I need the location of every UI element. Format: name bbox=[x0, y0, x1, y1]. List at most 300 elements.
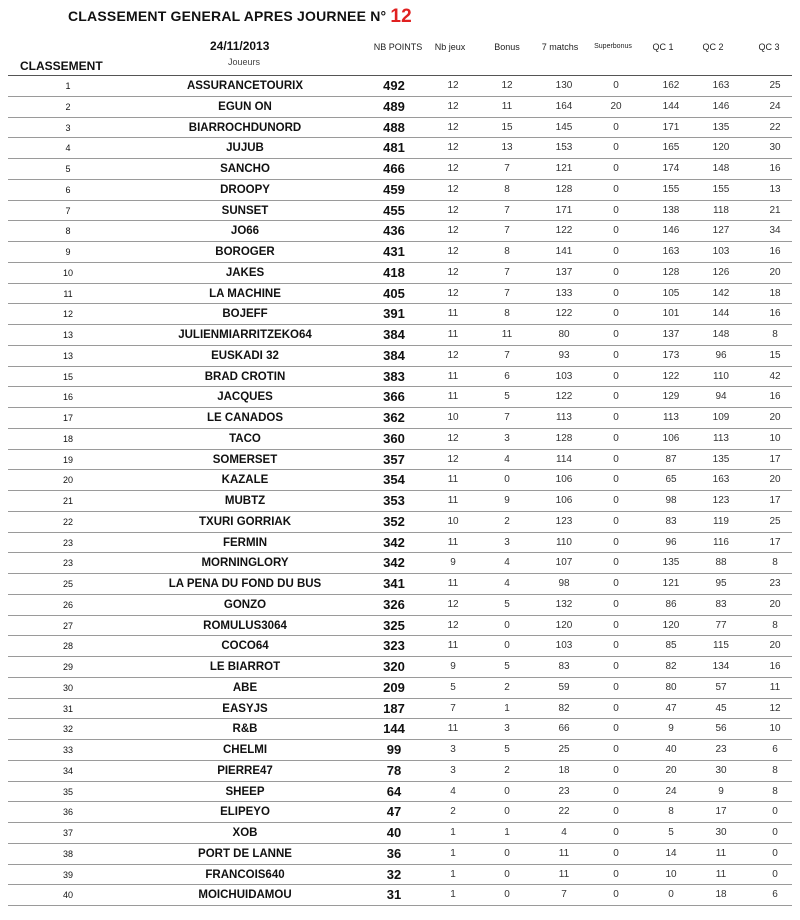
rank-cell: 37 bbox=[62, 828, 73, 838]
qc2-cell: 134 bbox=[712, 661, 730, 672]
superbonus-cell: 0 bbox=[613, 557, 619, 569]
qc1-cell: 14 bbox=[665, 847, 677, 859]
player-name: BRAD CROTIN bbox=[204, 370, 286, 383]
rank-cell: 10 bbox=[62, 267, 73, 278]
matchs-cell: 103 bbox=[555, 640, 573, 652]
superbonus-cell: 0 bbox=[613, 578, 619, 589]
jeux-cell: 1 bbox=[450, 847, 456, 859]
qc2-cell: 45 bbox=[715, 702, 727, 714]
qc2-cell: 163 bbox=[712, 80, 730, 91]
rank-cell: 2 bbox=[65, 101, 71, 112]
qc2-cell: 113 bbox=[713, 432, 729, 444]
bonus-cell: 5 bbox=[504, 391, 510, 403]
points-cell: 492 bbox=[383, 78, 405, 93]
points-cell: 325 bbox=[383, 617, 405, 633]
qc2-cell: 17 bbox=[715, 806, 727, 818]
qc3-cell: 8 bbox=[772, 764, 778, 776]
qc3-cell: 6 bbox=[772, 744, 778, 755]
rank-cell: 25 bbox=[62, 579, 73, 589]
qc2-cell: 83 bbox=[715, 598, 727, 610]
col-header-superbonus: Superbonus bbox=[594, 43, 632, 50]
superbonus-cell: 0 bbox=[613, 121, 619, 133]
player-name: R&B bbox=[232, 723, 258, 736]
superbonus-cell: 0 bbox=[613, 163, 619, 174]
qc3-cell: 13 bbox=[769, 183, 781, 195]
superbonus-cell: 0 bbox=[613, 536, 619, 548]
jeux-cell: 9 bbox=[450, 557, 456, 569]
table-row bbox=[8, 76, 792, 97]
classement-header: CLASSEMENT bbox=[20, 59, 103, 73]
jeux-cell: 11 bbox=[447, 391, 459, 403]
table-row bbox=[8, 844, 792, 865]
qc2-cell: 30 bbox=[715, 827, 727, 838]
qc3-cell: 17 bbox=[769, 495, 781, 506]
jeux-cell: 12 bbox=[447, 80, 459, 91]
matchs-cell: 128 bbox=[555, 432, 573, 444]
jeux-cell: 11 bbox=[447, 495, 459, 506]
table-row bbox=[8, 304, 792, 325]
rank-cell: 23 bbox=[62, 558, 73, 569]
matchs-cell: 106 bbox=[555, 474, 573, 486]
superbonus-cell: 0 bbox=[613, 308, 619, 320]
jeux-cell: 12 bbox=[447, 246, 459, 257]
qc3-cell: 8 bbox=[772, 619, 778, 631]
jeux-cell: 11 bbox=[447, 578, 459, 589]
points-cell: 341 bbox=[383, 576, 405, 591]
rank-cell: 26 bbox=[62, 599, 73, 610]
jeux-cell: 3 bbox=[450, 744, 456, 755]
points-cell: 209 bbox=[383, 679, 405, 695]
bonus-cell: 3 bbox=[504, 723, 510, 735]
bonus-cell: 0 bbox=[504, 474, 510, 486]
rank-cell: 4 bbox=[65, 143, 71, 154]
qc1-cell: 87 bbox=[665, 453, 677, 465]
rank-cell: 34 bbox=[62, 765, 73, 776]
bonus-cell: 7 bbox=[504, 266, 510, 278]
matchs-cell: 137 bbox=[555, 266, 573, 278]
bonus-cell: 0 bbox=[504, 785, 510, 797]
player-name: SANCHO bbox=[220, 163, 270, 175]
rank-cell: 31 bbox=[62, 703, 73, 714]
jeux-cell: 2 bbox=[450, 806, 456, 818]
qc1-cell: 65 bbox=[665, 474, 677, 486]
qc1-cell: 171 bbox=[662, 121, 680, 133]
matchs-cell: 114 bbox=[556, 453, 572, 465]
qc2-cell: 57 bbox=[715, 681, 727, 693]
table-row bbox=[8, 657, 792, 678]
table-row bbox=[8, 574, 792, 595]
matchs-cell: 121 bbox=[555, 163, 573, 174]
rank-cell: 23 bbox=[62, 537, 73, 548]
table-row bbox=[8, 201, 792, 222]
points-cell: 366 bbox=[383, 389, 405, 405]
qc2-cell: 148 bbox=[712, 163, 730, 174]
table-row bbox=[8, 512, 792, 533]
points-cell: 466 bbox=[383, 161, 405, 176]
player-name: FRANCOIS640 bbox=[205, 868, 285, 881]
qc3-cell: 16 bbox=[769, 163, 781, 174]
qc1-cell: 121 bbox=[662, 578, 680, 589]
matchs-cell: 128 bbox=[555, 183, 573, 195]
superbonus-cell: 0 bbox=[613, 827, 619, 838]
qc3-cell: 20 bbox=[769, 598, 781, 610]
qc2-cell: 135 bbox=[712, 453, 730, 465]
page-title bbox=[68, 5, 412, 27]
qc3-cell: 0 bbox=[772, 806, 778, 818]
qc2-cell: 144 bbox=[712, 308, 730, 320]
matchs-cell: 141 bbox=[555, 246, 573, 257]
bonus-cell: 4 bbox=[504, 578, 510, 589]
rank-cell: 36 bbox=[62, 807, 73, 818]
jeux-cell: 5 bbox=[450, 681, 456, 693]
table-row bbox=[8, 823, 792, 844]
rank-cell: 5 bbox=[65, 164, 71, 174]
qc2-cell: 110 bbox=[713, 370, 729, 382]
qc1-cell: 144 bbox=[662, 100, 680, 112]
qc2-cell: 94 bbox=[715, 391, 727, 403]
superbonus-cell: 0 bbox=[613, 744, 619, 755]
player-name: JUJUB bbox=[226, 142, 264, 155]
superbonus-cell: 0 bbox=[613, 889, 619, 901]
table-row bbox=[8, 699, 792, 720]
rank-cell: 30 bbox=[62, 682, 73, 693]
rank-cell: 18 bbox=[62, 433, 73, 444]
jeux-cell: 12 bbox=[447, 163, 459, 174]
player-name: PORT DE LANNE bbox=[198, 847, 292, 860]
bonus-cell: 6 bbox=[504, 370, 510, 382]
qc3-cell: 16 bbox=[769, 391, 781, 403]
bonus-cell: 8 bbox=[504, 183, 510, 195]
jeux-cell: 1 bbox=[450, 889, 456, 901]
superbonus-cell: 0 bbox=[613, 204, 619, 216]
col-header-bonus: Bonus bbox=[494, 42, 520, 52]
table-row bbox=[8, 180, 792, 201]
player-name: BOJEFF bbox=[222, 308, 268, 321]
jeux-cell: 11 bbox=[447, 536, 459, 548]
qc2-cell: 127 bbox=[712, 225, 730, 237]
qc2-cell: 96 bbox=[715, 349, 727, 361]
table-row bbox=[8, 553, 792, 574]
points-cell: 47 bbox=[386, 804, 402, 820]
rank-cell: 28 bbox=[62, 641, 73, 652]
table-row bbox=[8, 595, 792, 616]
points-cell: 342 bbox=[383, 555, 405, 571]
matchs-cell: 80 bbox=[558, 329, 570, 340]
col-header-points: NB POINTS bbox=[373, 42, 423, 52]
player-name: ASSURANCETOURIX bbox=[186, 80, 304, 92]
points-cell: 354 bbox=[383, 472, 405, 488]
bonus-cell: 3 bbox=[504, 432, 510, 444]
table-row bbox=[8, 367, 792, 388]
qc3-cell: 20 bbox=[769, 412, 781, 423]
qc1-cell: 128 bbox=[662, 266, 680, 278]
jeux-cell: 11 bbox=[447, 474, 459, 486]
matchs-cell: 122 bbox=[555, 391, 573, 403]
superbonus-cell: 0 bbox=[613, 785, 619, 797]
qc1-cell: 138 bbox=[662, 204, 680, 216]
qc3-cell: 20 bbox=[769, 640, 781, 652]
player-name: GONZO bbox=[223, 598, 267, 611]
table-row bbox=[8, 802, 792, 823]
bonus-cell: 2 bbox=[504, 681, 510, 693]
qc2-cell: 155 bbox=[712, 183, 730, 195]
points-cell: 405 bbox=[383, 285, 405, 301]
qc3-cell: 12 bbox=[769, 702, 781, 714]
player-name: ABE bbox=[232, 681, 258, 694]
points-cell: 481 bbox=[383, 140, 405, 156]
qc2-cell: 163 bbox=[712, 474, 730, 486]
points-cell: 455 bbox=[383, 202, 405, 218]
player-name: SUNSET bbox=[221, 204, 269, 217]
table-row bbox=[8, 719, 792, 740]
qc1-cell: 82 bbox=[665, 661, 677, 672]
bonus-cell: 0 bbox=[504, 889, 510, 901]
col-header-qc3: QC 3 bbox=[758, 42, 780, 52]
matchs-cell: 4 bbox=[561, 827, 567, 838]
table-row bbox=[8, 429, 792, 450]
qc2-cell: 56 bbox=[715, 723, 727, 735]
qc3-cell: 34 bbox=[769, 225, 781, 237]
bonus-cell: 0 bbox=[504, 868, 510, 880]
matchs-cell: 25 bbox=[558, 744, 570, 755]
table-row bbox=[8, 678, 792, 699]
rank-cell: 33 bbox=[62, 745, 73, 755]
qc2-cell: 116 bbox=[713, 536, 729, 548]
jeux-cell: 11 bbox=[447, 308, 459, 320]
qc1-cell: 80 bbox=[665, 681, 677, 693]
qc1-cell: 40 bbox=[665, 744, 677, 755]
jeux-cell: 12 bbox=[447, 349, 459, 361]
points-cell: 352 bbox=[383, 513, 405, 529]
jeux-cell: 10 bbox=[447, 412, 459, 423]
superbonus-cell: 0 bbox=[613, 868, 619, 880]
player-name: XOB bbox=[232, 827, 258, 839]
bonus-cell: 7 bbox=[504, 412, 510, 423]
superbonus-cell: 0 bbox=[613, 266, 619, 278]
qc2-cell: 148 bbox=[712, 329, 730, 340]
table-row bbox=[8, 97, 792, 118]
col-header-qc1: QC 1 bbox=[652, 42, 674, 52]
qc1-cell: 10 bbox=[665, 868, 677, 880]
qc3-cell: 8 bbox=[772, 329, 778, 340]
points-cell: 489 bbox=[383, 98, 405, 114]
player-name: EASYJS bbox=[222, 702, 268, 715]
qc2-cell: 88 bbox=[715, 557, 727, 569]
jeux-cell: 12 bbox=[447, 266, 459, 278]
qc3-cell: 16 bbox=[769, 246, 781, 257]
table-row bbox=[8, 782, 792, 803]
joueurs-header: Joueurs bbox=[228, 57, 261, 67]
qc3-cell: 21 bbox=[769, 204, 781, 216]
matchs-cell: 110 bbox=[556, 536, 572, 548]
qc3-cell: 0 bbox=[772, 827, 778, 838]
player-name: LE BIARROT bbox=[209, 661, 281, 673]
rank-cell: 13 bbox=[62, 330, 73, 340]
qc2-cell: 120 bbox=[712, 142, 730, 154]
superbonus-cell: 0 bbox=[613, 246, 619, 257]
points-cell: 357 bbox=[383, 451, 405, 467]
jeux-cell: 12 bbox=[447, 100, 459, 112]
rank-cell: 1 bbox=[65, 81, 71, 91]
rank-cell: 22 bbox=[62, 516, 73, 527]
jeux-cell: 11 bbox=[447, 370, 459, 382]
date-label: 24/11/2013 bbox=[210, 39, 270, 53]
player-name: MUBTZ bbox=[224, 495, 266, 507]
matchs-cell: 22 bbox=[558, 806, 570, 818]
player-name: ELIPEYO bbox=[220, 806, 270, 819]
qc1-cell: 105 bbox=[662, 287, 680, 299]
bonus-cell: 8 bbox=[504, 246, 510, 257]
qc1-cell: 96 bbox=[665, 536, 677, 548]
bonus-cell: 0 bbox=[504, 640, 510, 652]
matchs-cell: 164 bbox=[555, 100, 573, 112]
qc1-cell: 101 bbox=[662, 308, 680, 320]
qc2-cell: 11 bbox=[715, 868, 727, 880]
bonus-cell: 4 bbox=[504, 557, 510, 569]
table-row bbox=[8, 118, 792, 139]
points-cell: 418 bbox=[383, 264, 405, 280]
qc2-cell: 119 bbox=[713, 515, 729, 527]
matchs-cell: 66 bbox=[558, 723, 570, 735]
bonus-cell: 7 bbox=[504, 349, 510, 361]
rank-cell: 19 bbox=[62, 454, 73, 465]
bonus-cell: 11 bbox=[501, 329, 513, 340]
points-cell: 64 bbox=[386, 783, 402, 799]
superbonus-cell: 0 bbox=[613, 515, 619, 527]
matchs-cell: 98 bbox=[558, 578, 570, 589]
jeux-cell: 12 bbox=[447, 598, 459, 610]
bonus-cell: 0 bbox=[504, 847, 510, 859]
rank-cell: 17 bbox=[62, 413, 73, 423]
qc1-cell: 24 bbox=[665, 785, 677, 797]
qc3-cell: 11 bbox=[769, 681, 781, 693]
points-cell: 323 bbox=[383, 638, 405, 654]
qc3-cell: 18 bbox=[769, 287, 781, 299]
player-name: TACO bbox=[229, 432, 261, 445]
player-name: LA PENA DU FOND DU BUS bbox=[168, 578, 322, 590]
bonus-cell: 5 bbox=[504, 598, 510, 610]
jeux-cell: 12 bbox=[447, 121, 459, 133]
points-cell: 36 bbox=[386, 845, 402, 861]
jeux-cell: 11 bbox=[447, 723, 459, 735]
jeux-cell: 7 bbox=[450, 702, 456, 714]
table-row bbox=[8, 616, 792, 637]
qc1-cell: 86 bbox=[665, 598, 677, 610]
matchs-cell: 93 bbox=[558, 349, 570, 361]
matchs-cell: 18 bbox=[558, 764, 570, 776]
matchs-cell: 106 bbox=[555, 495, 573, 506]
matchs-cell: 132 bbox=[555, 598, 573, 610]
qc3-cell: 17 bbox=[769, 453, 781, 465]
matchs-cell: 103 bbox=[555, 370, 573, 382]
qc3-cell: 0 bbox=[772, 847, 778, 859]
points-cell: 326 bbox=[383, 596, 405, 612]
table-row bbox=[8, 450, 792, 471]
superbonus-cell: 0 bbox=[613, 370, 619, 382]
qc2-cell: 118 bbox=[713, 204, 729, 216]
qc1-cell: 85 bbox=[665, 640, 677, 652]
player-name: JAKES bbox=[225, 266, 265, 279]
bonus-cell: 3 bbox=[504, 536, 510, 548]
superbonus-cell: 0 bbox=[613, 80, 619, 91]
rank-cell: 16 bbox=[62, 392, 73, 403]
jeux-cell: 12 bbox=[447, 142, 459, 154]
table-row bbox=[8, 284, 792, 305]
points-cell: 144 bbox=[383, 721, 405, 737]
superbonus-cell: 0 bbox=[613, 847, 619, 859]
jeux-cell: 1 bbox=[450, 827, 456, 838]
table-row bbox=[8, 533, 792, 554]
qc3-cell: 8 bbox=[772, 557, 778, 569]
bonus-cell: 2 bbox=[504, 764, 510, 776]
player-name: COCO64 bbox=[221, 640, 269, 653]
qc1-cell: 9 bbox=[668, 723, 674, 735]
rank-cell: 6 bbox=[65, 184, 71, 195]
bonus-cell: 0 bbox=[504, 806, 510, 818]
matchs-cell: 171 bbox=[555, 204, 573, 216]
qc1-cell: 155 bbox=[662, 183, 680, 195]
player-name: MORNINGLORY bbox=[201, 557, 289, 570]
bonus-cell: 1 bbox=[504, 827, 510, 838]
superbonus-cell: 0 bbox=[613, 702, 619, 714]
journee-number: 12 bbox=[390, 6, 412, 27]
rank-cell: 12 bbox=[62, 309, 73, 320]
qc1-cell: 5 bbox=[668, 827, 674, 838]
bonus-cell: 7 bbox=[504, 204, 510, 216]
rank-cell: 13 bbox=[62, 350, 73, 361]
qc3-cell: 22 bbox=[769, 121, 781, 133]
ranking-table bbox=[8, 76, 792, 906]
qc3-cell: 6 bbox=[772, 889, 778, 901]
table-row bbox=[8, 761, 792, 782]
qc3-cell: 10 bbox=[769, 432, 781, 444]
bonus-cell: 5 bbox=[504, 661, 510, 672]
col-header-matchs: 7 matchs bbox=[541, 42, 579, 52]
points-cell: 78 bbox=[386, 762, 402, 778]
bonus-cell: 13 bbox=[501, 142, 513, 154]
player-name: BIARROCHDUNORD bbox=[188, 121, 302, 134]
qc3-cell: 25 bbox=[769, 515, 781, 527]
jeux-cell: 11 bbox=[447, 329, 459, 340]
player-name: TXURI GORRIAK bbox=[199, 515, 291, 528]
matchs-cell: 83 bbox=[558, 661, 570, 672]
qc1-cell: 146 bbox=[662, 225, 680, 237]
qc2-cell: 115 bbox=[713, 640, 729, 652]
points-cell: 436 bbox=[383, 223, 405, 239]
points-cell: 353 bbox=[383, 493, 405, 508]
player-name: JACQUES bbox=[217, 391, 273, 404]
table-row bbox=[8, 636, 792, 657]
title-text: CLASSEMENT GENERAL APRES JOURNEE N° bbox=[68, 8, 387, 24]
qc3-cell: 24 bbox=[769, 100, 781, 112]
points-cell: 384 bbox=[383, 347, 405, 363]
qc1-cell: 20 bbox=[665, 764, 677, 776]
points-cell: 187 bbox=[383, 700, 405, 716]
matchs-cell: 123 bbox=[555, 515, 573, 527]
points-cell: 40 bbox=[386, 825, 402, 840]
table-row bbox=[8, 885, 792, 906]
table-row bbox=[8, 387, 792, 408]
qc2-cell: 77 bbox=[715, 619, 727, 631]
superbonus-cell: 0 bbox=[613, 453, 619, 465]
qc3-cell: 8 bbox=[772, 785, 778, 797]
jeux-cell: 12 bbox=[447, 183, 459, 195]
qc2-cell: 103 bbox=[712, 246, 730, 257]
points-cell: 320 bbox=[383, 659, 405, 674]
player-name: LE CANADOS bbox=[206, 412, 284, 424]
superbonus-cell: 0 bbox=[613, 764, 619, 776]
points-cell: 342 bbox=[383, 534, 405, 550]
